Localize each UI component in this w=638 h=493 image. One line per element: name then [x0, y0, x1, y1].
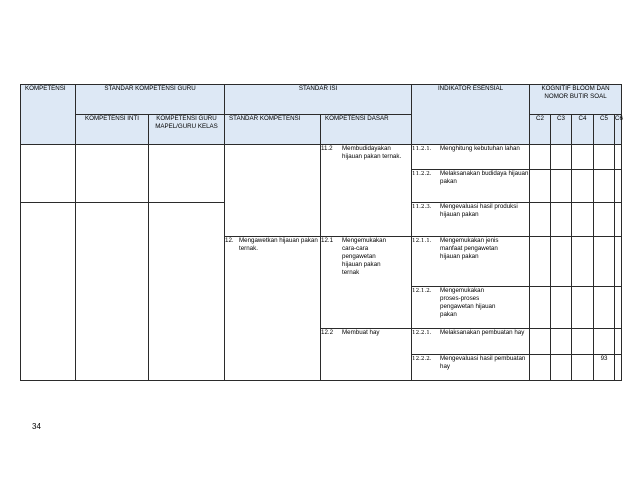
indikator-text: Mengemukakan jenis manfaat pengawetan hijauan pakan	[440, 237, 499, 260]
kompetensi-dasar-cell: 11.2 Membudidayakan hijauan pakan ternak.	[321, 145, 412, 237]
header-level-c4: C4	[572, 115, 594, 145]
indikator-text: Mengemukakan proses-proses pengawetan hijauan pakan	[440, 287, 496, 318]
indikator-cell: 12.2.2. Mengevaluasi hasil pembuatan hay	[412, 355, 530, 381]
kd-12-1-text: Mengemukakan cara-cara pengawetan hijauan pakan ternak	[342, 237, 387, 276]
header-kompetensi-dasar: KOMPETENSI DASAR	[321, 115, 412, 145]
standar-kompetensi-cell: 12. Mengawetkan hijauan pakan ternak.	[225, 237, 321, 381]
header-level-c2: C2	[530, 115, 551, 145]
header-kognitif-bloom: KOGNITIF BLOOM DAN NOMOR BUTIR SOAL	[530, 85, 622, 115]
header-indikator-esensial: INDIKATOR ESENSIAL	[412, 85, 530, 145]
competency-table	[20, 84, 622, 381]
kd-12-2-text: Membuat hay	[342, 329, 380, 336]
header-kompetensi: KOMPETENSI	[21, 85, 76, 145]
c5-item-number: 93	[594, 355, 615, 381]
header-standar-kompetensi: STANDAR KOMPETENSI	[225, 115, 321, 145]
indikator-cell: 12.1.2. Mengemukakan proses-proses pengawetan hijauan pakan	[412, 287, 530, 329]
header-kompetensi-inti: KOMPETENSI INTI	[76, 115, 149, 145]
kompetensi-dasar-cell: 12.1 Mengemukakan cara-cara pengawetan hijauan pakan ternak	[321, 237, 412, 329]
kompetensi-inti-cell	[76, 145, 149, 203]
header-level-c3: C3	[551, 115, 572, 145]
table-row	[21, 145, 622, 170]
kompetensi-cell	[21, 145, 76, 203]
sk-12-text: Mengawetkan hijauan pakan ternak.	[239, 237, 318, 252]
indikator-text: Melaksanakan budidaya hijauan pakan	[440, 170, 529, 185]
indikator-cell: 12.1.1. Mengemukakan jenis manfaat pengawetan hijauan pakan	[412, 237, 530, 287]
kompetensi-guru-cell	[149, 145, 225, 203]
indikator-text: Menghitung kebutuhan lahan	[440, 145, 520, 152]
indikator-text: Mengevaluasi hasil produksi hijauan pakan	[440, 203, 518, 218]
header-standar-kompetensi-guru: STANDAR KOMPETENSI GURU	[76, 85, 225, 115]
indikator-cell: 11.2.3. Mengevaluasi hasil produksi hijauan pakan	[412, 203, 530, 237]
kompetensi-dasar-cell: 12.2 Membuat hay	[321, 329, 412, 381]
header-level-c6: C6	[615, 115, 622, 145]
indikator-cell: 12.2.1. Melaksanakan pembuatan hay	[412, 329, 530, 355]
kompetensi-inti-cell	[76, 203, 149, 381]
indikator-cell: 11.2.2. Melaksanakan budidaya hijauan pakan	[412, 170, 530, 203]
header-standar-isi: STANDAR ISI	[225, 85, 412, 115]
header-kompetensi-guru-mapel: KOMPETENSI GURU MAPEL/GURU KELAS	[149, 115, 225, 145]
kompetensi-guru-cell	[149, 203, 225, 381]
indikator-text: Mengevaluasi hasil pembuatan hay	[440, 355, 526, 370]
standar-kompetensi-cell	[225, 145, 321, 237]
indikator-text: Melaksanakan pembuatan hay	[440, 329, 525, 336]
kompetensi-cell	[21, 203, 76, 381]
page-number: 34	[32, 422, 41, 431]
header-level-c5: C5	[594, 115, 615, 145]
indikator-cell: 11.2.1. Menghitung kebutuhan lahan	[412, 145, 530, 170]
kd-11-2-text: Membudidayakan hijauan pakan ternak.	[342, 145, 402, 160]
